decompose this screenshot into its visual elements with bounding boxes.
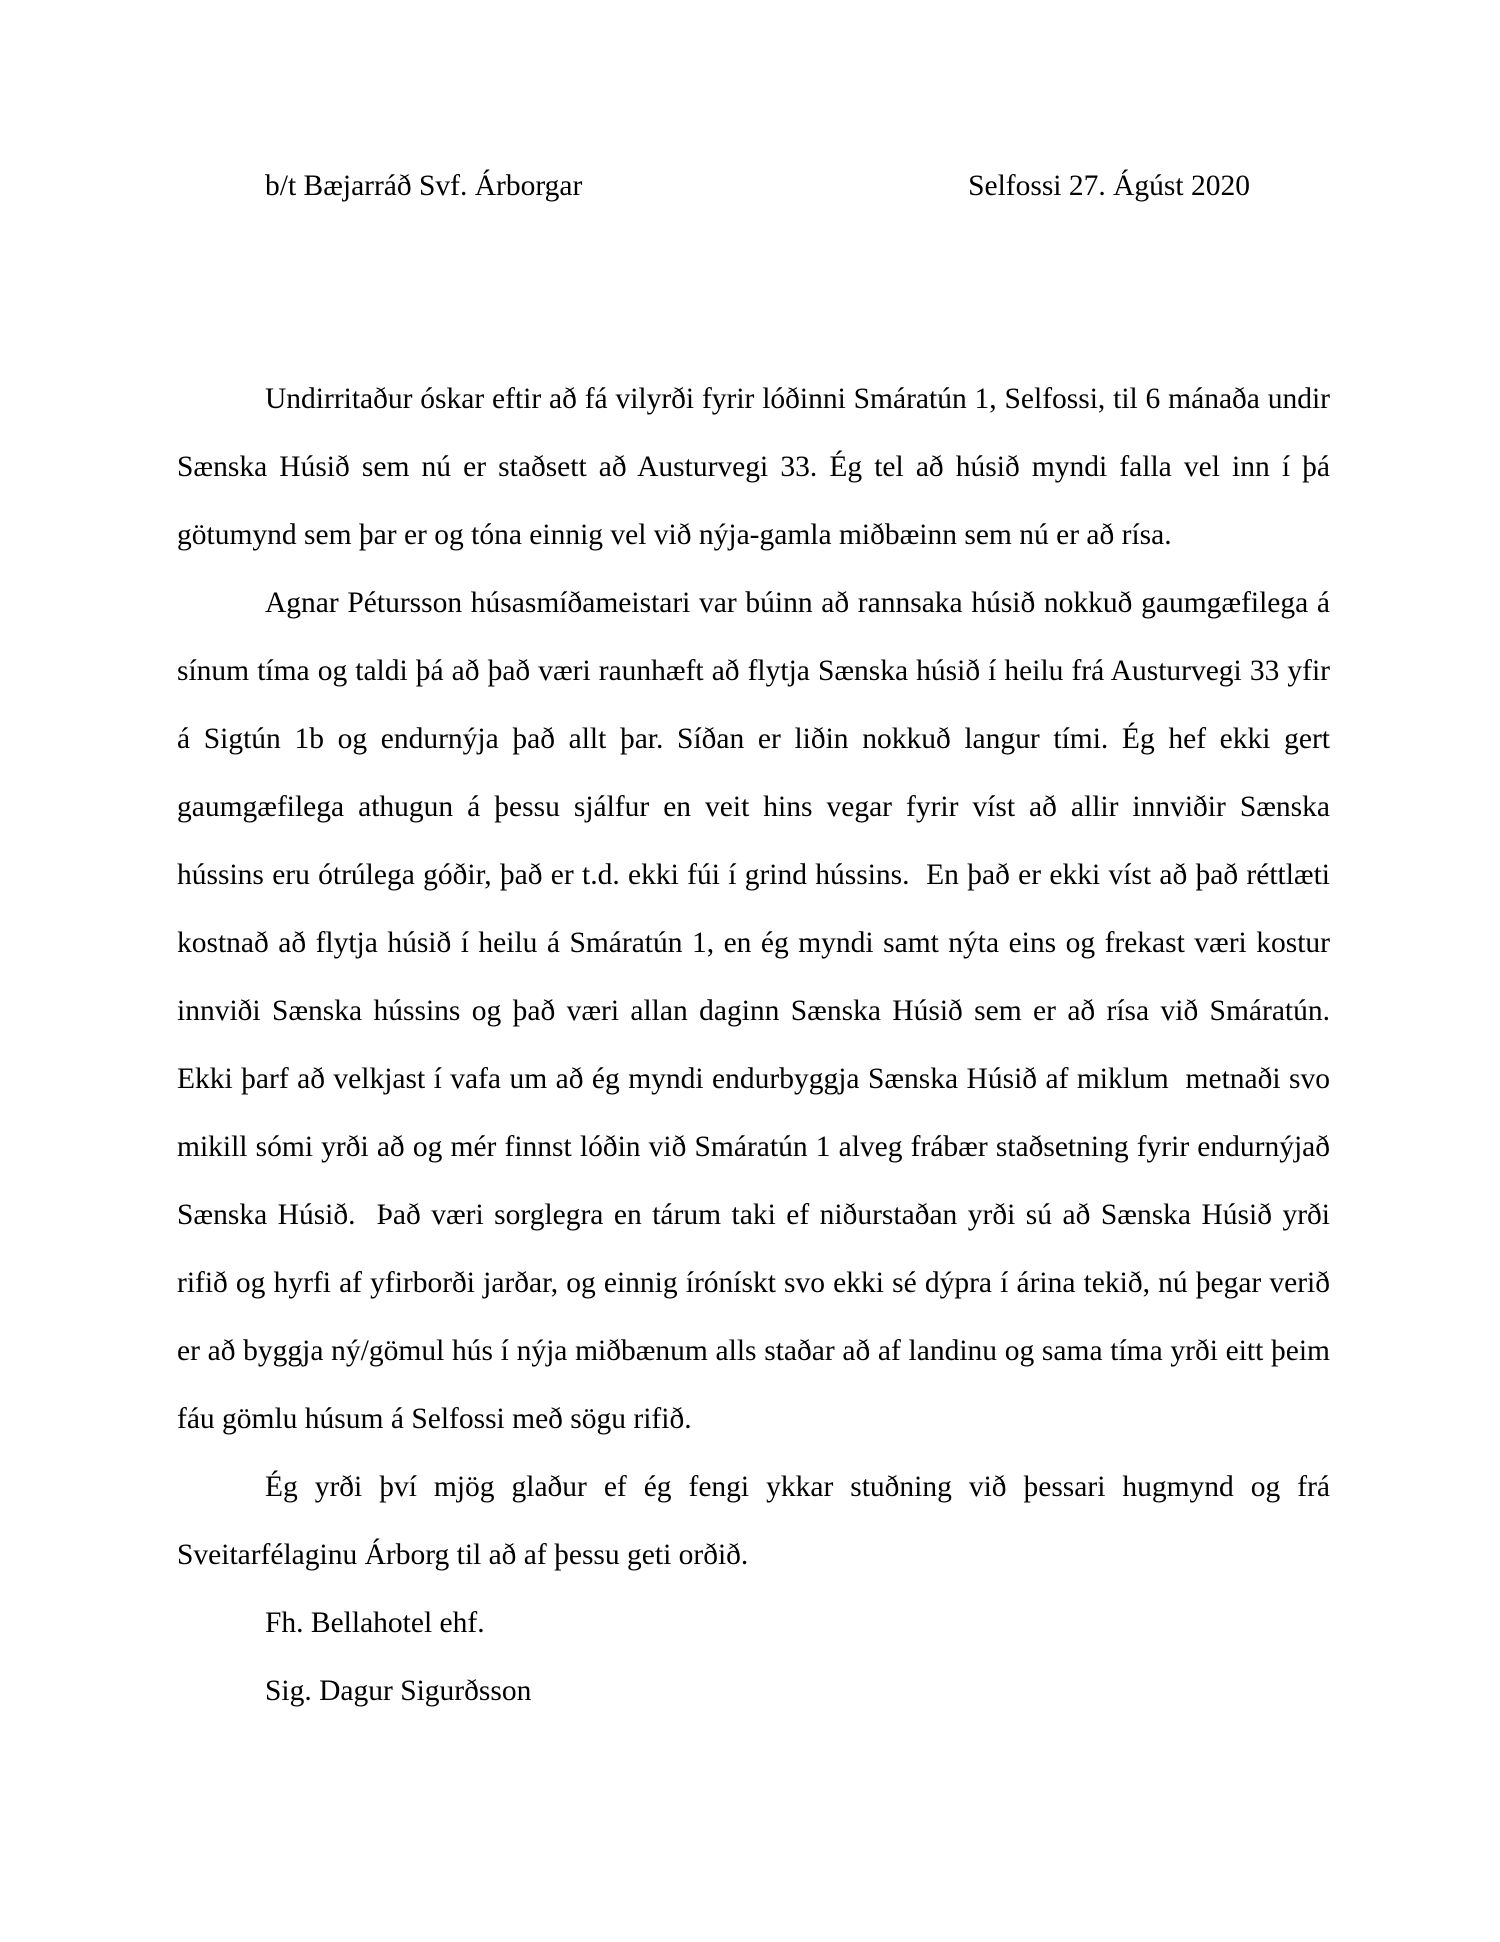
- date-place-line: Selfossi 27. Ágúst 2020: [968, 170, 1250, 202]
- paragraph-appeal: Ég yrði því mjög glaður ef ég fengi ykkar stuðning við þessari hugmynd og frá Sveitarfélaginu Árborg til að af þessu geti orðið.: [177, 1471, 1338, 1571]
- paragraph-assessment: Agnar Pétursson húsasmíðameistari var búinn að rannsaka húsið nokkuð gaumgæfilega á sínum tíma og taldi þá að það væri raunhæft að flytja Sænska húsið í heilu frá Austurvegi 33 yfir á Sigtún 1b og endurnýja það allt þar. Síðan er liðin nokkuð langur tími. Ég hef ekki gert gaumgæfilega athugun á þessu sjálfur en veit hins vegar fyrir víst að allir innviðir Sænska hússins eru ótrúlega góðir, það er t.d. ekki fúi í grind hússins. En það er ekki víst að það réttlæti kostnað að flytja húsið í heilu á Smáratún 1, en ég myndi samt nýta eins og frekast væri kostur innviði Sænska hússins og það væri allan daginn Sænska Húsið sem er að rísa við Smáratún. Ekki þarf að velkjast í vafa um að ég myndi endurbyggja Sænska Húsið af miklum metnaði svo mikill sómi yrði að og mér finnst lóðin við Smáratún 1 alveg frábær staðsetning fyrir endurnýjað Sænska Húsið. Það væri sorglegra en tárum taki ef niðurstaðan yrði sú að Sænska Húsið yrði rifið og hyrfi af yfirborði jarðar, og einnig írónískt svo ekki sé dýpra í árina tekið, nú þegar verið er að byggja ný/gömul hús í nýja miðbænum alls staðar að af landinu og sama tíma yrði eitt þeim fáu gömlu húsum á Selfossi með sögu rifið.: [177, 587, 1345, 1435]
- closing-signature-line: Sig. Dagur Sigurðsson: [265, 1675, 532, 1707]
- recipient-line: b/t Bæjarráð Svf. Árborgar: [265, 170, 583, 202]
- letter-header: [177, 152, 1330, 220]
- letter-body: [177, 365, 1345, 1725]
- paragraph-request: Undirritaður óskar eftir að fá vilyrði fyrir lóðinni Smáratún 1, Selfossi, til 6 mánaða undir Sænska Húsið sem nú er staðsett að Austurvegi 33. Ég tel að húsið myndi falla vel inn í þá götumynd sem þar er og tóna einnig vel við nýja-gamla miðbæinn sem nú er að rísa.: [177, 383, 1338, 551]
- closing-company-line: Fh. Bellahotel ehf.: [265, 1607, 485, 1639]
